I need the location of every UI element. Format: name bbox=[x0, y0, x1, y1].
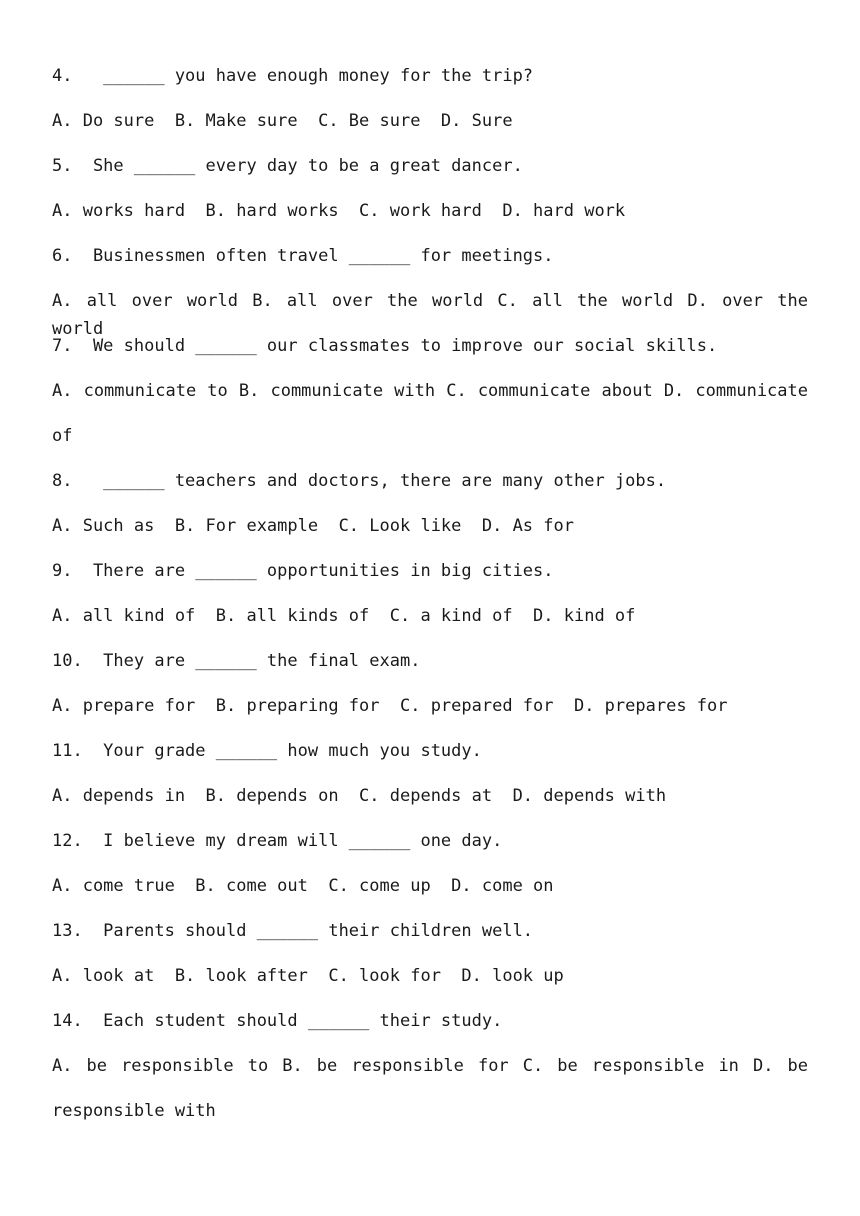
question-options: A. all kind of B. all kinds of C. a kind of D. kind of bbox=[52, 606, 636, 626]
question-12 bbox=[52, 827, 808, 917]
question-options-continued: responsible with bbox=[52, 1101, 216, 1121]
question-11 bbox=[52, 737, 808, 827]
question-9 bbox=[52, 557, 808, 647]
question-stem: 11. Your grade ______ how much you study. bbox=[52, 741, 482, 761]
question-options: A. all over world B. all over the world C. all the world D. over the world bbox=[52, 291, 808, 339]
question-stem: 8. ______ teachers and doctors, there are many other jobs. bbox=[52, 471, 667, 491]
question-options: A. be responsible to B. be responsible for C. be responsible in D. be bbox=[52, 1056, 808, 1076]
question-options: A. prepare for B. preparing for C. prepared for D. prepares for bbox=[52, 696, 728, 716]
question-7 bbox=[52, 332, 808, 467]
question-stem: 14. Each student should ______ their study. bbox=[52, 1011, 503, 1031]
question-stem: 5. She ______ every day to be a great dancer. bbox=[52, 156, 523, 176]
question-options-continued: of bbox=[52, 426, 73, 446]
question-stem: 12. I believe my dream will ______ one day. bbox=[52, 831, 503, 851]
question-stem: 6. Businessmen often travel ______ for meetings. bbox=[52, 246, 554, 266]
question-options: A. communicate to B. communicate with C. communicate about D. communicate bbox=[52, 381, 808, 401]
question-stem: 13. Parents should ______ their children well. bbox=[52, 921, 534, 941]
question-14 bbox=[52, 1007, 808, 1142]
question-stem: 9. There are ______ opportunities in big cities. bbox=[52, 561, 554, 581]
question-options: A. depends in B. depends on C. depends at D. depends with bbox=[52, 786, 667, 806]
question-options: A. look at B. look after C. look for D. look up bbox=[52, 966, 564, 986]
question-8 bbox=[52, 467, 808, 557]
question-options: A. Do sure B. Make sure C. Be sure D. Sure bbox=[52, 111, 513, 131]
question-options: A. Such as B. For example C. Look like D. As for bbox=[52, 516, 574, 536]
question-stem: 4. ______ you have enough money for the trip? bbox=[52, 66, 534, 86]
question-5 bbox=[52, 152, 808, 242]
question-10 bbox=[52, 647, 808, 737]
document-page bbox=[52, 62, 808, 1142]
question-6 bbox=[52, 242, 808, 339]
question-13 bbox=[52, 917, 808, 1007]
question-4 bbox=[52, 62, 808, 152]
question-options: A. works hard B. hard works C. work hard D. hard work bbox=[52, 201, 626, 221]
question-stem: 7. We should ______ our classmates to improve our social skills. bbox=[52, 336, 718, 356]
question-options: A. come true B. come out C. come up D. come on bbox=[52, 876, 554, 896]
question-stem: 10. They are ______ the final exam. bbox=[52, 651, 421, 671]
